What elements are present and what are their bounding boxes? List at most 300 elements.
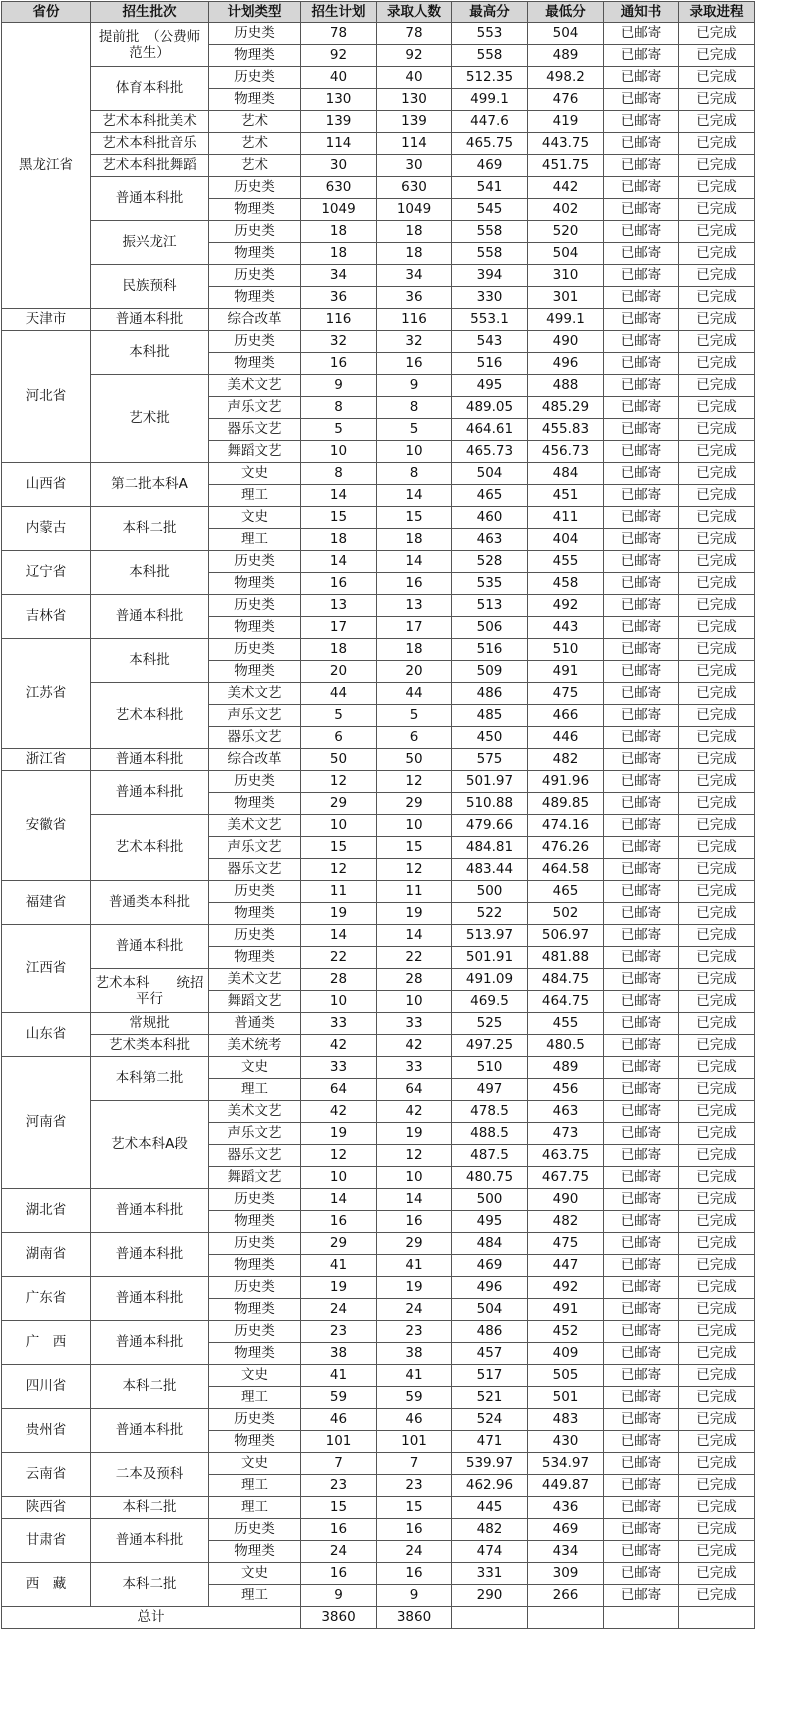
plan-count-cell: 16 — [301, 1519, 377, 1541]
plan-count-cell: 78 — [301, 23, 377, 45]
max-score-cell: 482 — [452, 1519, 528, 1541]
admitted-count-cell: 29 — [377, 1233, 452, 1255]
progress-status-cell: 已完成 — [679, 1343, 755, 1365]
notice-status-cell: 已邮寄 — [604, 1013, 679, 1035]
notice-status-cell: 已邮寄 — [604, 903, 679, 925]
table-row — [2, 67, 755, 89]
table-row — [2, 133, 755, 155]
admitted-count-cell: 36 — [377, 287, 452, 309]
progress-status-cell: 已完成 — [679, 1321, 755, 1343]
progress-status-cell: 已完成 — [679, 309, 755, 331]
notice-status-cell: 已邮寄 — [604, 1255, 679, 1277]
table-row — [2, 749, 755, 771]
province-cell: 西 藏 — [2, 1563, 91, 1607]
plan-count-cell: 16 — [301, 573, 377, 595]
progress-status-cell: 已完成 — [679, 89, 755, 111]
min-score-cell: 402 — [528, 199, 604, 221]
province-cell: 江西省 — [2, 925, 91, 1013]
header-notice: 通知书 — [604, 2, 679, 23]
admitted-count-cell: 44 — [377, 683, 452, 705]
table-row — [2, 1365, 755, 1387]
max-score-cell: 497.25 — [452, 1035, 528, 1057]
header-row — [2, 2, 755, 23]
plan-type-cell: 理工 — [209, 1079, 301, 1101]
notice-status-cell: 已邮寄 — [604, 419, 679, 441]
max-score-cell: 474 — [452, 1541, 528, 1563]
admitted-count-cell: 15 — [377, 837, 452, 859]
notice-status-cell: 已邮寄 — [604, 1321, 679, 1343]
plan-count-cell: 6 — [301, 727, 377, 749]
admitted-count-cell: 14 — [377, 925, 452, 947]
plan-count-cell: 23 — [301, 1475, 377, 1497]
progress-status-cell: 已完成 — [679, 1497, 755, 1519]
total-empty-cell — [679, 1607, 755, 1629]
progress-status-cell: 已完成 — [679, 45, 755, 67]
plan-count-cell: 40 — [301, 67, 377, 89]
progress-status-cell: 已完成 — [679, 397, 755, 419]
max-score-cell: 506 — [452, 617, 528, 639]
progress-status-cell: 已完成 — [679, 23, 755, 45]
plan-type-cell: 物理类 — [209, 617, 301, 639]
header-province: 省份 — [2, 2, 91, 23]
max-score-cell: 330 — [452, 287, 528, 309]
plan-count-cell: 18 — [301, 529, 377, 551]
max-score-cell: 484 — [452, 1233, 528, 1255]
max-score-cell: 521 — [452, 1387, 528, 1409]
table-header — [2, 2, 755, 23]
batch-cell: 本科批 — [91, 551, 209, 595]
batch-cell: 艺术本科批舞蹈 — [91, 155, 209, 177]
header-progress: 录取进程 — [679, 2, 755, 23]
progress-status-cell: 已完成 — [679, 837, 755, 859]
admitted-count-cell: 23 — [377, 1321, 452, 1343]
min-score-cell: 475 — [528, 683, 604, 705]
notice-status-cell: 已邮寄 — [604, 133, 679, 155]
header-admitted-count: 录取人数 — [377, 2, 452, 23]
max-score-cell: 457 — [452, 1343, 528, 1365]
plan-count-cell: 8 — [301, 463, 377, 485]
header-plan-count: 招生计划 — [301, 2, 377, 23]
notice-status-cell: 已邮寄 — [604, 1079, 679, 1101]
min-score-cell: 409 — [528, 1343, 604, 1365]
notice-status-cell: 已邮寄 — [604, 45, 679, 67]
admitted-count-cell: 6 — [377, 727, 452, 749]
notice-status-cell: 已邮寄 — [604, 661, 679, 683]
admitted-count-cell: 116 — [377, 309, 452, 331]
progress-status-cell: 已完成 — [679, 815, 755, 837]
max-score-cell: 510 — [452, 1057, 528, 1079]
progress-status-cell: 已完成 — [679, 1123, 755, 1145]
notice-status-cell: 已邮寄 — [604, 1057, 679, 1079]
plan-count-cell: 5 — [301, 419, 377, 441]
max-score-cell: 558 — [452, 221, 528, 243]
batch-cell: 普通本科批 — [91, 177, 209, 221]
progress-status-cell: 已完成 — [679, 1299, 755, 1321]
progress-status-cell: 已完成 — [679, 595, 755, 617]
plan-count-cell: 16 — [301, 1563, 377, 1585]
plan-count-cell: 9 — [301, 375, 377, 397]
header-batch: 招生批次 — [91, 2, 209, 23]
plan-count-cell: 33 — [301, 1057, 377, 1079]
plan-type-cell: 物理类 — [209, 947, 301, 969]
plan-count-cell: 13 — [301, 595, 377, 617]
plan-type-cell: 历史类 — [209, 881, 301, 903]
admitted-count-cell: 28 — [377, 969, 452, 991]
plan-type-cell: 物理类 — [209, 573, 301, 595]
min-score-cell: 473 — [528, 1123, 604, 1145]
progress-status-cell: 已完成 — [679, 177, 755, 199]
min-score-cell: 465 — [528, 881, 604, 903]
progress-status-cell: 已完成 — [679, 463, 755, 485]
notice-status-cell: 已邮寄 — [604, 529, 679, 551]
plan-count-cell: 22 — [301, 947, 377, 969]
total-row — [2, 1607, 755, 1629]
admitted-count-cell: 10 — [377, 991, 452, 1013]
admitted-count-cell: 7 — [377, 1453, 452, 1475]
admitted-count-cell: 1049 — [377, 199, 452, 221]
min-score-cell: 496 — [528, 353, 604, 375]
progress-status-cell: 已完成 — [679, 353, 755, 375]
plan-count-cell: 17 — [301, 617, 377, 639]
progress-status-cell: 已完成 — [679, 1365, 755, 1387]
max-score-cell: 524 — [452, 1409, 528, 1431]
max-score-cell: 445 — [452, 1497, 528, 1519]
plan-count-cell: 14 — [301, 1189, 377, 1211]
progress-status-cell: 已完成 — [679, 1189, 755, 1211]
max-score-cell: 504 — [452, 463, 528, 485]
max-score-cell: 487.5 — [452, 1145, 528, 1167]
progress-status-cell: 已完成 — [679, 925, 755, 947]
admission-table — [1, 1, 755, 1629]
plan-count-cell: 116 — [301, 309, 377, 331]
plan-type-cell: 物理类 — [209, 793, 301, 815]
notice-status-cell: 已邮寄 — [604, 287, 679, 309]
notice-status-cell: 已邮寄 — [604, 639, 679, 661]
notice-status-cell: 已邮寄 — [604, 221, 679, 243]
admitted-count-cell: 42 — [377, 1035, 452, 1057]
province-cell: 吉林省 — [2, 595, 91, 639]
plan-type-cell: 物理类 — [209, 1343, 301, 1365]
admitted-count-cell: 23 — [377, 1475, 452, 1497]
progress-status-cell: 已完成 — [679, 221, 755, 243]
progress-status-cell: 已完成 — [679, 573, 755, 595]
min-score-cell: 447 — [528, 1255, 604, 1277]
max-score-cell: 465 — [452, 485, 528, 507]
min-score-cell: 309 — [528, 1563, 604, 1585]
table-row — [2, 177, 755, 199]
province-cell: 黑龙江省 — [2, 23, 91, 309]
progress-status-cell: 已完成 — [679, 749, 755, 771]
table-row — [2, 155, 755, 177]
batch-cell: 本科二批 — [91, 1497, 209, 1519]
progress-status-cell: 已完成 — [679, 485, 755, 507]
max-score-cell: 525 — [452, 1013, 528, 1035]
progress-status-cell: 已完成 — [679, 1167, 755, 1189]
plan-count-cell: 10 — [301, 1167, 377, 1189]
progress-status-cell: 已完成 — [679, 969, 755, 991]
notice-status-cell: 已邮寄 — [604, 1123, 679, 1145]
max-score-cell: 495 — [452, 1211, 528, 1233]
max-score-cell: 394 — [452, 265, 528, 287]
batch-cell: 普通本科批 — [91, 1233, 209, 1277]
min-score-cell: 463.75 — [528, 1145, 604, 1167]
notice-status-cell: 已邮寄 — [604, 925, 679, 947]
progress-status-cell: 已完成 — [679, 661, 755, 683]
batch-cell: 本科批 — [91, 331, 209, 375]
max-score-cell: 462.96 — [452, 1475, 528, 1497]
admitted-count-cell: 14 — [377, 485, 452, 507]
plan-type-cell: 物理类 — [209, 1431, 301, 1453]
plan-count-cell: 30 — [301, 155, 377, 177]
batch-cell: 艺术类本科批 — [91, 1035, 209, 1057]
admitted-count-cell: 41 — [377, 1255, 452, 1277]
plan-count-cell: 15 — [301, 837, 377, 859]
plan-count-cell: 9 — [301, 1585, 377, 1607]
max-score-cell: 486 — [452, 1321, 528, 1343]
admitted-count-cell: 12 — [377, 1145, 452, 1167]
admitted-count-cell: 46 — [377, 1409, 452, 1431]
max-score-cell: 539.97 — [452, 1453, 528, 1475]
province-cell: 河北省 — [2, 331, 91, 463]
header-min-score: 最低分 — [528, 2, 604, 23]
plan-type-cell: 舞蹈文艺 — [209, 1167, 301, 1189]
notice-status-cell: 已邮寄 — [604, 573, 679, 595]
admitted-count-cell: 50 — [377, 749, 452, 771]
admitted-count-cell: 33 — [377, 1057, 452, 1079]
max-score-cell: 513 — [452, 595, 528, 617]
progress-status-cell: 已完成 — [679, 881, 755, 903]
progress-status-cell: 已完成 — [679, 529, 755, 551]
plan-type-cell: 综合改革 — [209, 749, 301, 771]
plan-type-cell: 历史类 — [209, 177, 301, 199]
min-score-cell: 474.16 — [528, 815, 604, 837]
max-score-cell: 528 — [452, 551, 528, 573]
plan-type-cell: 物理类 — [209, 199, 301, 221]
plan-count-cell: 50 — [301, 749, 377, 771]
table-row — [2, 925, 755, 947]
admitted-count-cell: 11 — [377, 881, 452, 903]
admitted-count-cell: 12 — [377, 859, 452, 881]
admitted-count-cell: 34 — [377, 265, 452, 287]
plan-count-cell: 630 — [301, 177, 377, 199]
max-score-cell: 463 — [452, 529, 528, 551]
min-score-cell: 483 — [528, 1409, 604, 1431]
plan-type-cell: 美术文艺 — [209, 815, 301, 837]
batch-cell: 普通本科批 — [91, 771, 209, 815]
progress-status-cell: 已完成 — [679, 903, 755, 925]
progress-status-cell: 已完成 — [679, 1013, 755, 1035]
plan-type-cell: 理工 — [209, 1497, 301, 1519]
notice-status-cell: 已邮寄 — [604, 705, 679, 727]
plan-type-cell: 声乐文艺 — [209, 1123, 301, 1145]
max-score-cell: 486 — [452, 683, 528, 705]
province-cell: 广 西 — [2, 1321, 91, 1365]
plan-count-cell: 5 — [301, 705, 377, 727]
progress-status-cell: 已完成 — [679, 1541, 755, 1563]
batch-cell: 振兴龙江 — [91, 221, 209, 265]
min-score-cell: 430 — [528, 1431, 604, 1453]
min-score-cell: 455 — [528, 1013, 604, 1035]
min-score-cell: 301 — [528, 287, 604, 309]
progress-status-cell: 已完成 — [679, 991, 755, 1013]
plan-type-cell: 文史 — [209, 1365, 301, 1387]
progress-status-cell: 已完成 — [679, 133, 755, 155]
admitted-count-cell: 19 — [377, 1277, 452, 1299]
batch-cell: 普通本科批 — [91, 1321, 209, 1365]
total-plan-cell: 3860 — [301, 1607, 377, 1629]
admitted-count-cell: 78 — [377, 23, 452, 45]
min-score-cell: 501 — [528, 1387, 604, 1409]
plan-type-cell: 物理类 — [209, 287, 301, 309]
plan-count-cell: 42 — [301, 1035, 377, 1057]
province-cell: 湖北省 — [2, 1189, 91, 1233]
admitted-count-cell: 14 — [377, 1189, 452, 1211]
batch-cell: 普通本科批 — [91, 309, 209, 331]
table-row — [2, 639, 755, 661]
max-score-cell: 469 — [452, 155, 528, 177]
plan-count-cell: 29 — [301, 793, 377, 815]
table-row — [2, 507, 755, 529]
admitted-count-cell: 20 — [377, 661, 452, 683]
max-score-cell: 497 — [452, 1079, 528, 1101]
batch-cell: 艺术批 — [91, 375, 209, 463]
min-score-cell: 489 — [528, 45, 604, 67]
min-score-cell: 463 — [528, 1101, 604, 1123]
admitted-count-cell: 8 — [377, 463, 452, 485]
notice-status-cell: 已邮寄 — [604, 1365, 679, 1387]
plan-type-cell: 综合改革 — [209, 309, 301, 331]
batch-cell: 本科二批 — [91, 1563, 209, 1607]
table-row — [2, 1057, 755, 1079]
notice-status-cell: 已邮寄 — [604, 969, 679, 991]
min-score-cell: 481.88 — [528, 947, 604, 969]
min-score-cell: 476.26 — [528, 837, 604, 859]
progress-status-cell: 已完成 — [679, 1475, 755, 1497]
total-empty-cell — [528, 1607, 604, 1629]
plan-count-cell: 29 — [301, 1233, 377, 1255]
admitted-count-cell: 29 — [377, 793, 452, 815]
plan-type-cell: 历史类 — [209, 265, 301, 287]
min-score-cell: 464.75 — [528, 991, 604, 1013]
admitted-count-cell: 10 — [377, 815, 452, 837]
min-score-cell: 464.58 — [528, 859, 604, 881]
plan-count-cell: 64 — [301, 1079, 377, 1101]
max-score-cell: 500 — [452, 881, 528, 903]
max-score-cell: 491.09 — [452, 969, 528, 991]
max-score-cell: 495 — [452, 375, 528, 397]
province-cell: 陕西省 — [2, 1497, 91, 1519]
min-score-cell: 458 — [528, 573, 604, 595]
min-score-cell: 476 — [528, 89, 604, 111]
table-row — [2, 815, 755, 837]
table-row — [2, 1321, 755, 1343]
plan-type-cell: 历史类 — [209, 771, 301, 793]
plan-type-cell: 理工 — [209, 529, 301, 551]
min-score-cell: 266 — [528, 1585, 604, 1607]
plan-type-cell: 物理类 — [209, 353, 301, 375]
plan-count-cell: 92 — [301, 45, 377, 67]
batch-cell: 体育本科批 — [91, 67, 209, 111]
notice-status-cell: 已邮寄 — [604, 1541, 679, 1563]
province-cell: 内蒙古 — [2, 507, 91, 551]
min-score-cell: 451 — [528, 485, 604, 507]
province-cell: 湖南省 — [2, 1233, 91, 1277]
progress-status-cell: 已完成 — [679, 287, 755, 309]
min-score-cell: 498.2 — [528, 67, 604, 89]
plan-type-cell: 物理类 — [209, 661, 301, 683]
plan-type-cell: 历史类 — [209, 23, 301, 45]
min-score-cell: 491 — [528, 661, 604, 683]
admitted-count-cell: 9 — [377, 1585, 452, 1607]
admitted-count-cell: 15 — [377, 507, 452, 529]
plan-count-cell: 46 — [301, 1409, 377, 1431]
min-score-cell: 499.1 — [528, 309, 604, 331]
notice-status-cell: 已邮寄 — [604, 771, 679, 793]
min-score-cell: 491 — [528, 1299, 604, 1321]
notice-status-cell: 已邮寄 — [604, 859, 679, 881]
notice-status-cell: 已邮寄 — [604, 551, 679, 573]
plan-type-cell: 历史类 — [209, 1519, 301, 1541]
min-score-cell: 443.75 — [528, 133, 604, 155]
notice-status-cell: 已邮寄 — [604, 749, 679, 771]
min-score-cell: 484 — [528, 463, 604, 485]
plan-count-cell: 36 — [301, 287, 377, 309]
table-row — [2, 551, 755, 573]
plan-count-cell: 11 — [301, 881, 377, 903]
plan-count-cell: 44 — [301, 683, 377, 705]
progress-status-cell: 已完成 — [679, 419, 755, 441]
notice-status-cell: 已邮寄 — [604, 595, 679, 617]
plan-count-cell: 12 — [301, 859, 377, 881]
progress-status-cell: 已完成 — [679, 1277, 755, 1299]
batch-cell: 普通本科批 — [91, 1189, 209, 1233]
admitted-count-cell: 18 — [377, 639, 452, 661]
plan-count-cell: 130 — [301, 89, 377, 111]
min-score-cell: 469 — [528, 1519, 604, 1541]
batch-cell: 二本及预科 — [91, 1453, 209, 1497]
max-score-cell: 543 — [452, 331, 528, 353]
plan-type-cell: 理工 — [209, 1585, 301, 1607]
table-row — [2, 881, 755, 903]
batch-cell: 民族预科 — [91, 265, 209, 309]
max-score-cell: 499.1 — [452, 89, 528, 111]
min-score-cell: 492 — [528, 595, 604, 617]
plan-type-cell: 艺术 — [209, 155, 301, 177]
max-score-cell: 465.75 — [452, 133, 528, 155]
table-row — [2, 1233, 755, 1255]
max-score-cell: 545 — [452, 199, 528, 221]
min-score-cell: 467.75 — [528, 1167, 604, 1189]
plan-count-cell: 19 — [301, 1123, 377, 1145]
province-cell: 山西省 — [2, 463, 91, 507]
admitted-count-cell: 14 — [377, 551, 452, 573]
max-score-cell: 500 — [452, 1189, 528, 1211]
min-score-cell: 310 — [528, 265, 604, 287]
min-score-cell: 504 — [528, 23, 604, 45]
plan-count-cell: 14 — [301, 551, 377, 573]
max-score-cell: 501.91 — [452, 947, 528, 969]
min-score-cell: 502 — [528, 903, 604, 925]
batch-cell: 本科二批 — [91, 507, 209, 551]
plan-count-cell: 15 — [301, 507, 377, 529]
plan-count-cell: 18 — [301, 639, 377, 661]
min-score-cell: 482 — [528, 749, 604, 771]
progress-status-cell: 已完成 — [679, 1079, 755, 1101]
admitted-count-cell: 19 — [377, 903, 452, 925]
progress-status-cell: 已完成 — [679, 617, 755, 639]
plan-type-cell: 普通类 — [209, 1013, 301, 1035]
plan-type-cell: 器乐文艺 — [209, 1145, 301, 1167]
